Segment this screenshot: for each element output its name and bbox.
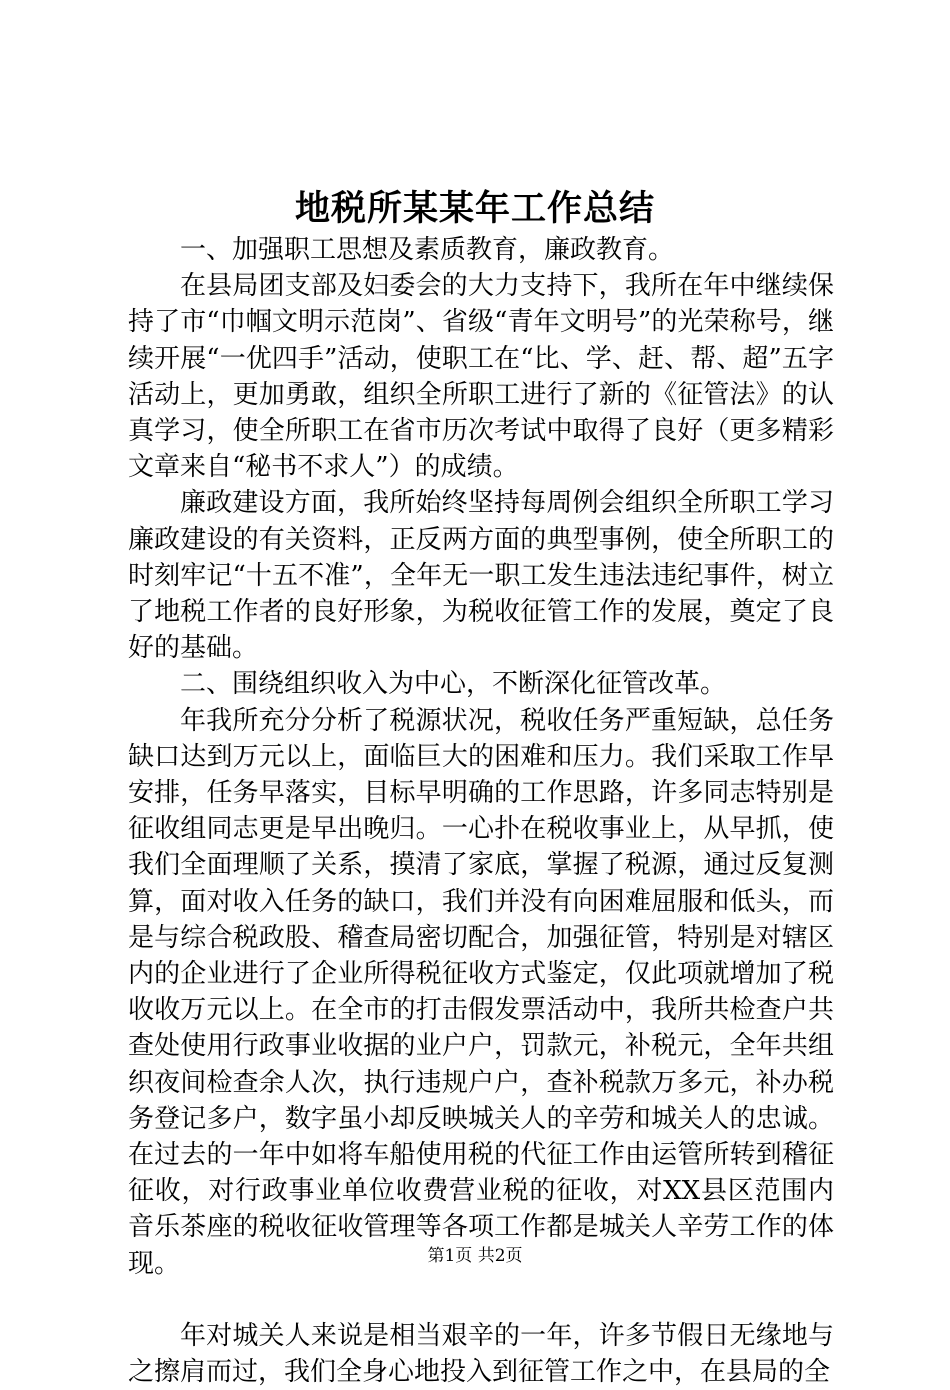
section-heading-2: 二、围绕组织收入为中心，不断深化征管改革。 — [180, 669, 727, 700]
body-paragraph: 廉政建设方面，我所始终坚持每周例会组织全所职工学习廉政建设的有关资料，正反两方面的典型事例，使全所职工的时刻牢记“十五不准”，全年无一职工发生违法违纪事件，树立了地税工作者的良好形象，为税收征管工作的发展，奠定了良好的基础。 — [128, 488, 834, 664]
body-paragraph: 年我所充分分析了税源状况，税收任务严重短缺，总任务缺口达到万元以上，面临巨大的困难和压力。我们采取工作早安排，任务早落实，目标早明确的工作思路，许多同志特别是征收组同志更是早出晚归。一心扑在税收事业上，从早抓，使我们全面理顺了关系，摸清了家底，掌握了税源，通过反复测算，面对收入任务的缺口，我们并没有向困难屈服和低头，而是与综合税政股、稽查局密切配合，加强征管，特别是对辖区内的企业进行了企业所得税征收方式鉴定，仅此项就增加了税收收万元以上。在全市的打击假发票活动中，我所共检查户共查处使用行政事业收据的业户户，罚款元，补税元，全年共组织夜间检查余人次，执行违规户户，查补税款万多元，补办税务登记多户，数字虽小却反映城关人的辛劳和城关人的忠诚。在过去的一年中如将车船使用税的代征工作由运管所转到稽征征收，对行政事业单位收费营业税的征收，对XX县区范围内音乐茶座的税收征收管理等各项工作都是城关人辛劳工作的体现。 — [128, 705, 834, 1279]
page-footer: 第1页 共2页 — [427, 1246, 523, 1266]
body-paragraph: 在县局团支部及妇委会的大力支持下，我所在年中继续保持了市“巾帼文明示范岗”、省级“青年文明号”的光荣称号，继续开展“一优四手”活动，使职工在“比、学、赶、帮、超”五字活动上，更加勇敢，组织全所职工进行了新的《征管法》的认真学习，使全所职工在省市历次考试中取得了良好（更多精彩文章来自“秘书不求人”）的成绩。 — [128, 271, 834, 483]
document-title: 地税所某某年工作总结 — [294, 188, 655, 229]
document-body — [128, 232, 834, 1390]
section-heading-1: 一、加强职工思想及素质教育，廉政教育。 — [180, 235, 675, 265]
body-paragraph: 年对城关人来说是相当艰辛的一年，许多节假日无缘地与之擦肩而过，我们全身心地投入到征管工作之中，在县局的全 — [128, 1320, 834, 1388]
